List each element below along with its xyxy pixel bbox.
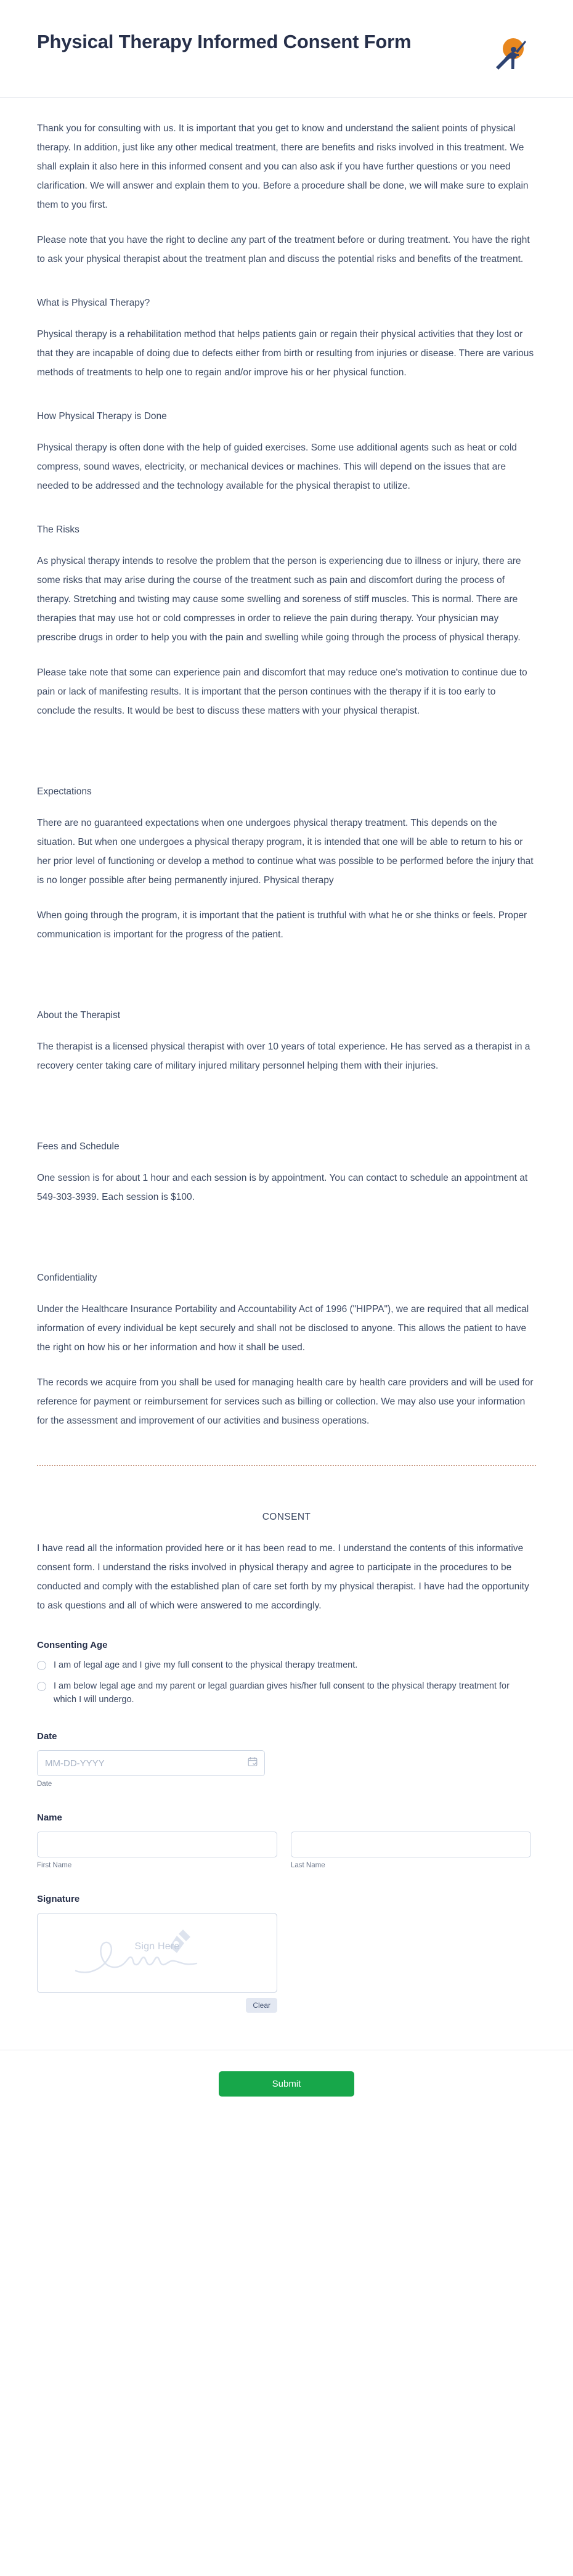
section-fees-and-schedule (37, 1137, 536, 1207)
section-heading: Expectations (37, 786, 92, 797)
spacer (37, 960, 536, 981)
radio-circle-icon[interactable] (37, 1661, 46, 1670)
physical-therapy-logo (488, 31, 534, 76)
form-footer (0, 2050, 573, 2131)
section-heading: Fees and Schedule (37, 1141, 120, 1152)
first-name-input[interactable] (37, 1832, 277, 1857)
name-inputs-row (37, 1832, 536, 1869)
section-the-risks (37, 520, 536, 720)
date-sub-label: Date (37, 1780, 52, 1788)
section-how-physical-therapy-is-done (37, 407, 536, 495)
form-header (0, 0, 573, 98)
signature-field-group (37, 1894, 536, 2013)
signature-pad[interactable] (37, 1913, 277, 1993)
section-heading: What is Physical Therapy? (37, 298, 150, 308)
intro-paragraph-1: Thank you for consulting with us. It is important that you get to know and understand the salient points of physical therapy. In addition, just like any other medical treatment, there are benefits and risks involved in this treatment. We shall explain it also here in this informed consent and you can also ask if you have further questions or you need clarification. We will answer and explain them to you. Before a procedure shall be done, we will make sure to explain them to you first. (37, 123, 529, 210)
form-fields (0, 1640, 573, 2013)
date-input-wrapper (37, 1750, 265, 1776)
section-paragraph: The records we acquire from you shall be used for managing health care by health care providers and will be used for reference for payment or reimbursement for services such as billing or collection. We may also use your information for the assessment and improvement of our activities and business operations. (37, 1377, 534, 1426)
section-heading: How Physical Therapy is Done (37, 411, 167, 422)
submit-button[interactable]: Submit (219, 2071, 354, 2097)
name-label: Name (37, 1812, 62, 1824)
section-paragraph: The therapist is a licensed physical therapist with over 10 years of total experience. He has served as a therapist in a recovery center taking care of military injured military personnel helping them with their injuries. (37, 1041, 530, 1071)
section-about-the-therapist (37, 1006, 536, 1075)
signature-clear-row (37, 1998, 277, 2013)
section-expectations (37, 782, 536, 944)
consent-statement: I have read all the information provided here or it has been read to me. I understand the contents of this informative consent form. I understand the risks involved in physical therapy and agree to participate in the procedures to be conducted and comply with the established plan of care set forth by my physical therapist. I have had the opportunity to ask questions and all of which were answered to me accordingly. (37, 1543, 529, 1611)
date-input[interactable] (37, 1750, 265, 1776)
date-field-group (37, 1731, 536, 1788)
consent-block (0, 1512, 573, 1615)
consent-title: CONSENT (262, 1512, 311, 1522)
spacer (37, 736, 536, 757)
section-what-is-physical-therapy (37, 293, 536, 382)
dotted-divider (37, 1465, 536, 1466)
signature-hint-text: Sign Here (134, 1941, 180, 1952)
signature-label: Signature (37, 1894, 80, 1905)
section-paragraph: Under the Healthcare Insurance Portability and Accountability Act of 1996 ("HIPPA"), we are required that all medical information of every individual be kept securely and shall not be disclosed to anyone. This allows the patient to have the right on how his or her information and how it shall be used. (37, 1304, 529, 1353)
section-paragraph: There are no guaranteed expectations when one undergoes physical therapy treatment. This depends on the situation. But when one undergoes a physical therapy program, it is intended that one will be able to return to his or her prior level of functioning or develop a method to continue what was possible to be performed before the injury that is no longer possible after being permanently injured. Physical therapy (37, 818, 534, 886)
last-name-column (291, 1832, 531, 1869)
signature-watermark (38, 1914, 277, 1992)
section-paragraph: Physical therapy is a rehabilitation method that helps patients gain or regain their physical activities that they lost or that they are incapable of doing due to defects either from birth or resulting from injuries or disease. There are various methods of treatments to help one to regain and/or improve his or her physical function. (37, 329, 534, 378)
section-paragraph: As physical therapy intends to resolve the problem that the person is experiencing due to illness or injury, there are some risks that may arise during the course of the treatment such as pain and discomfort during the process of therapy. Stretching and twisting may cause some swelling and soreness of stiff muscles. This is normal. There are therapies that may use hot or cold compresses in order to relieve the pain during therapy. Your physician may prescribe drugs in order to help you with the pain and swelling while going through the process of physical therapy. (37, 556, 521, 643)
radio-option-legal-age[interactable] (37, 1659, 536, 1673)
last-name-sub-label: Last Name (291, 1862, 325, 1870)
radio-option-label: I am of legal age and I give my full consent to the physical therapy treatment. (54, 1660, 358, 1670)
consenting-age-group (37, 1640, 536, 1706)
form-body (0, 98, 573, 1430)
page-title: Physical Therapy Informed Consent Form (37, 31, 412, 52)
section-confidentiality (37, 1268, 536, 1430)
radio-option-below-legal-age[interactable] (37, 1680, 536, 1707)
section-paragraph: When going through the program, it is important that the patient is truthful with what he or she thinks or feels. Proper communication is important for the progress of the patient. (37, 910, 527, 940)
last-name-input[interactable] (291, 1832, 531, 1857)
radio-option-label: I am below legal age and my parent or legal guardian gives his/her full consent to the physical therapy treatment for which I will undergo. (54, 1681, 510, 1705)
consenting-age-label: Consenting Age (37, 1640, 108, 1650)
spacer (37, 1223, 536, 1244)
section-heading: Confidentiality (37, 1273, 97, 1283)
spacer (37, 1091, 536, 1112)
clear-signature-button[interactable]: Clear (246, 1998, 277, 2013)
first-name-column (37, 1832, 277, 1869)
section-paragraph: One session is for about 1 hour and each session is by appointment. You can contact to schedule an appointment at 549-303-3939. Each session is $100. (37, 1173, 528, 1202)
section-heading: The Risks (37, 524, 79, 535)
section-paragraph: Physical therapy is often done with the help of guided exercises. Some use additional agents such as heat or cold compress, sound waves, electricity, or mechanical devices or machines. This will depend on the issues that are needed to be addressed and the technology available for the physical therapist to utilize. (37, 442, 517, 491)
radio-circle-icon[interactable] (37, 1682, 46, 1691)
name-field-group (37, 1812, 536, 1869)
section-heading: About the Therapist (37, 1010, 120, 1021)
date-label: Date (37, 1731, 57, 1742)
first-name-sub-label: First Name (37, 1862, 72, 1870)
section-paragraph: Please take note that some can experience pain and discomfort that may reduce one's motivation to continue due to pain or lack of manifesting results. It is important that the person continues with the therapy if it is too early to conclude the results. It would be best to discuss these matters with your physical therapist. (37, 667, 527, 716)
intro-paragraph-2: Please note that you have the right to decline any part of the treatment before or during treatment. You have the right to ask your physical therapist about the treatment plan and discuss the potential risks and benefits of the treatment. (37, 235, 530, 264)
